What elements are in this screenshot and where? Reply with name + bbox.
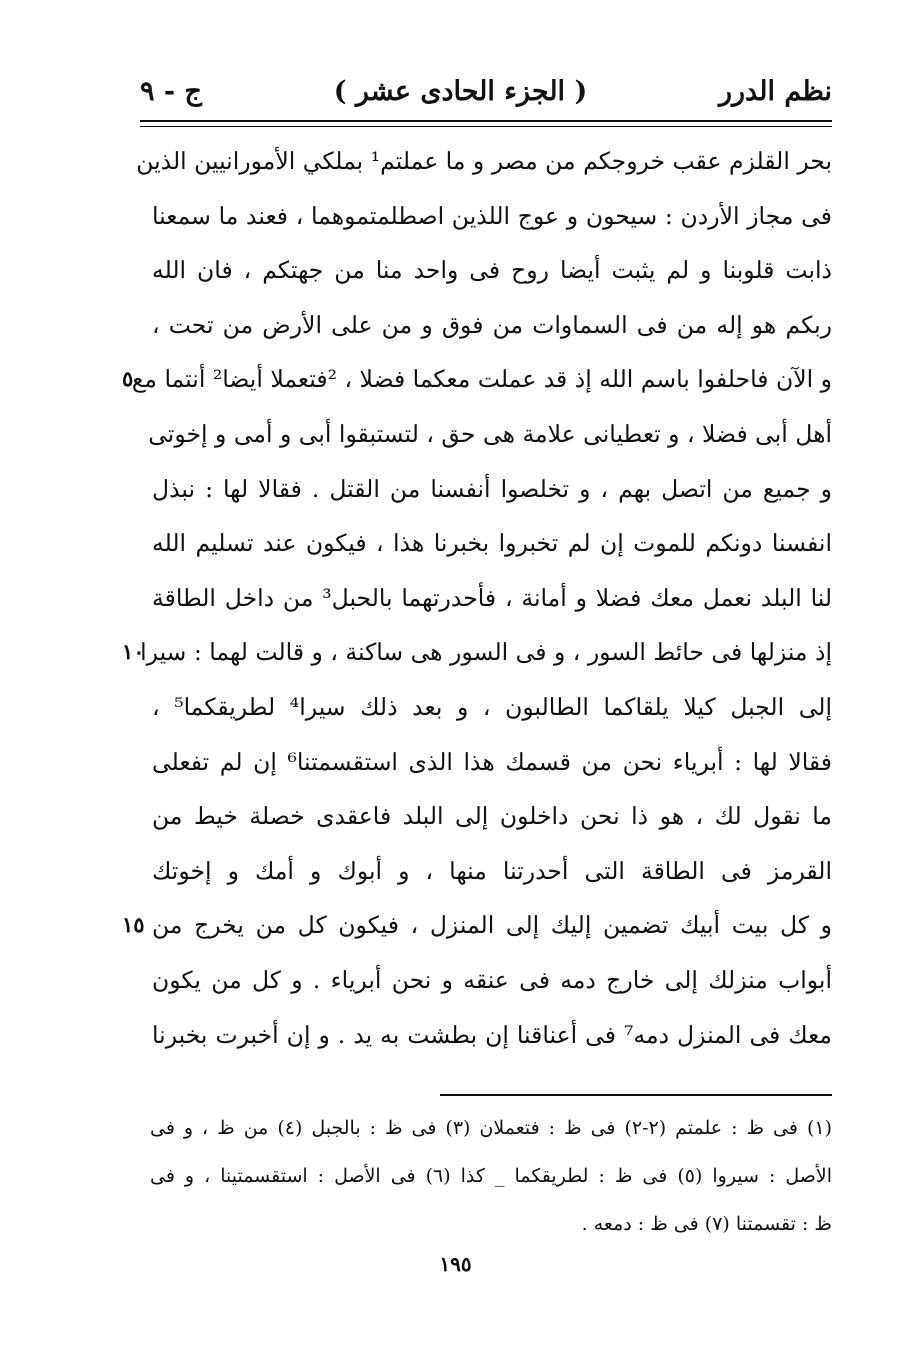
line-text: معك فى المنزل دمه⁷ فى أعناقنا إن بطشت به يد . و إن أخبرت بخبرنا [152, 1020, 832, 1049]
line-text: أهل أبى فضلا ، و تعطيانى علامة هى حق ، لتستبقوا أبى و أمى و إخوتى [148, 419, 832, 448]
line-text: و الآن فاحلفوا باسم الله إذ قد عملت معكما فضلا ، ²فتعملا أيضا² أنتما مع [131, 365, 832, 394]
line-text: ذابت قلوبنا و لم يثبت أيضا روح فى واحد منا من جهتكم ، فان الله [152, 256, 832, 285]
line-text: ربكم هو إله من فى السماوات من فوق و من على الأرض من تحت ، [152, 310, 832, 339]
line-text: بحر القلزم عقب خروجكم من مصر و ما عملتم¹ بملكي الأمورانيين الذين [136, 147, 832, 175]
line-text: القرمز فى الطاقة التى أحدرتنا منها ، و أبوك و أمك و إخوتك [152, 856, 832, 885]
page-number: ١٩٥ [439, 1252, 472, 1276]
book-title: نظم الدرر [718, 75, 832, 107]
line-text: فقالا لها : أبرياء نحن من قسمك هذا الذى استقسمتنا⁶ إن لم تفعلى [152, 747, 833, 776]
text-line [122, 898, 832, 953]
text-line [136, 134, 832, 189]
line-text: إلى الجبل كيلا يلقاكما الطالبون ، و بعد ذلك سيرا⁴ لطريقكما⁵ ، [152, 692, 832, 721]
text-line [122, 625, 832, 680]
text-line [140, 407, 832, 462]
text-line [140, 189, 832, 244]
text-line [140, 680, 832, 735]
footnote-line: ظ : تقسمتنا (٧) فى ظ : دمعه . [581, 1213, 832, 1235]
line-number: ٥ [122, 366, 134, 392]
body-text [122, 134, 833, 1062]
text-line [140, 1008, 832, 1063]
text-line [140, 953, 832, 1008]
line-text: إذ منزلها فى حائط السور ، و فى السور هى ساكنة ، و قالت لهما : سيرا [140, 638, 832, 667]
text-line [140, 516, 832, 571]
footnote-line: (١) فى ظ : علمتم (٢-٢) فى ظ : فتعملان (٣) فى ظ : بالجبل (٤) من ظ ، و فى [150, 1117, 832, 1139]
header-rule-thick [140, 120, 832, 122]
line-text: أبواب منزلك إلى خارج دمه فى عنقه و نحن أبرياء . و كل من يكون [152, 965, 832, 994]
line-text: و جميع من اتصل بهم ، و تخلصوا أنفسنا من القتل . فقالا لها : نبذل [152, 474, 832, 503]
footnotes [150, 1104, 832, 1248]
text-line [140, 462, 832, 517]
volume-label: ج - ٩ [140, 75, 202, 107]
line-text: و كل بيت أبيك تضمين إليك إلى المنزل ، فيكون كل من يخرج من [152, 911, 832, 940]
running-header [140, 68, 832, 114]
text-line [140, 571, 832, 626]
line-number: ١٠ [122, 639, 145, 665]
part-title: ( الجزء الحادى عشر ) [333, 75, 588, 107]
footnote-line: الأصل : سيروا (٥) فى ظ : لطريقكما _ كذا (٦) فى الأصل : استقسمتينا ، و فى [150, 1165, 832, 1187]
line-number: ١٥ [122, 912, 145, 938]
text-line [122, 352, 832, 407]
footnote-divider [440, 1094, 832, 1096]
text-line [140, 298, 832, 353]
text-line [140, 789, 832, 844]
line-text: فى مجاز الأردن : سيحون و عوج اللذين اصطلمتموهما ، فعند ما سمعنا [152, 201, 832, 230]
line-text: انفسنا دونكم للموت إن لم تخبروا بخبرنا هذا ، فيكون عند تسليم الله [152, 529, 832, 558]
text-line [140, 844, 832, 899]
header-rule-thin [140, 126, 832, 127]
text-line [140, 735, 832, 790]
line-text: ما نقول لك ، هو ذا نحن داخلون إلى البلد فاعقدى خصلة خيط من [152, 802, 832, 831]
text-line [140, 243, 832, 298]
line-text: لنا البلد نعمل معك فضلا و أمانة ، فأحدرتهما بالحبل³ من داخل الطاقة [152, 583, 832, 612]
